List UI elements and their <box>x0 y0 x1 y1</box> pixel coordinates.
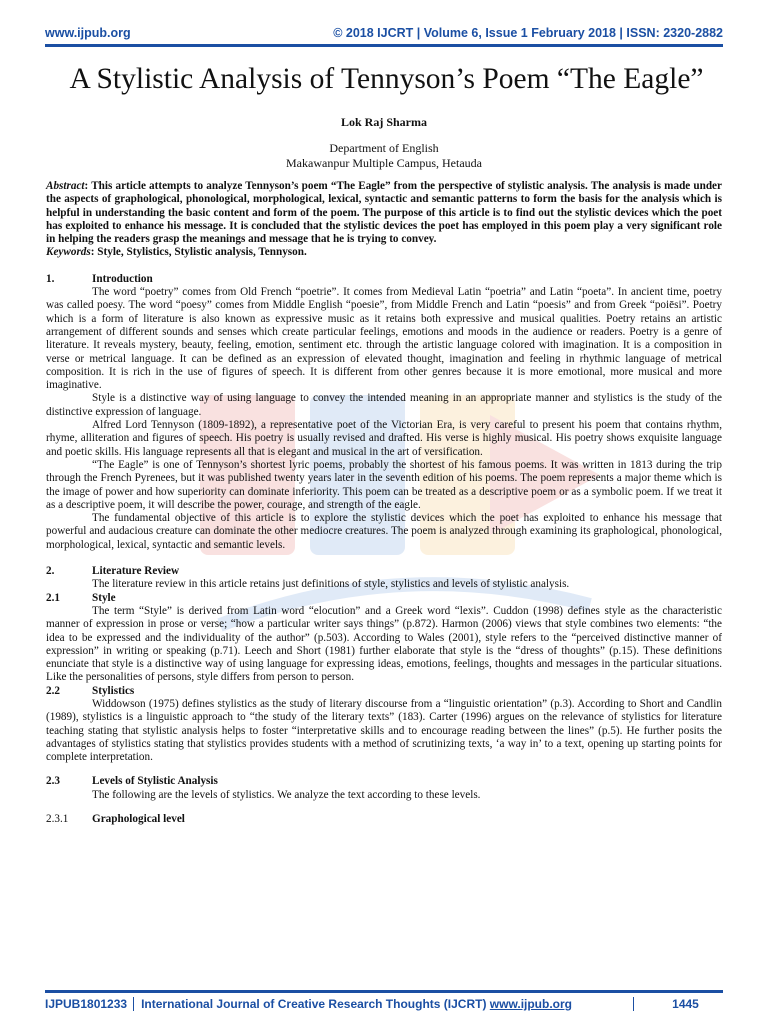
header-site-link[interactable]: www.ijpub.org <box>45 26 131 40</box>
footer-page-number: 1445 <box>633 997 723 1011</box>
footer-site-link[interactable]: www.ijpub.org <box>489 997 573 1011</box>
intro-paragraph: The fundamental objective of this article is to explore the stylistic devices which the poet has exploited to enhance his message that powerful and audacious creature can dominate the other mediocre creatures. The poem is analyzed through examining its graphological, phonological, morphological, lexical, syntactic and semantic levels. <box>46 512 722 551</box>
intro-paragraph: “The Eagle” is one of Tennyson’s shortest lyric poems, probably the shortest of his famous poems. It was written in 1813 during the trip through the French Pyrenees, but it was published twenty years later in the seventh edition of his poems. The poem represents a major theme which is the image of power and how superiority can dominate inferiority. This poem can be treated as a descriptive poem or as a symbolic poem. If we treat it as a descriptive poem, it will describe the power, courage, and strength of the eagle. <box>46 458 722 511</box>
footer-paper-id: IJPUB1801233 <box>45 997 134 1011</box>
keywords-text: Style, Stylistics, Stylistic analysis, Tennyson. <box>97 246 307 259</box>
author-name: Lok Raj Sharma <box>340 115 427 129</box>
section-heading-style: 2.1 Style <box>46 591 116 604</box>
abstract-label: Abstract <box>46 180 85 192</box>
section-heading-literature-review: 2. Literature Review <box>46 565 180 578</box>
section-heading-levels: 2.3 Levels of Stylistic Analysis <box>46 775 218 788</box>
keywords: Keywords: Style, Stylistics, Stylistic analysis, Tennyson. <box>46 246 307 259</box>
paper-title: A Stylistic Analysis of Tennyson’s Poem “The Eagle” <box>69 63 704 95</box>
footer-journal: International Journal of Creative Research Thoughts (IJCRT) www.ijpub.org <box>141 997 573 1011</box>
abstract-text: This article attempts to analyze Tennyson’s poem “The Eagle” from the perspective of stylistic analysis. The analysis is made under the aspects of graphological, phonological, morphological, lexical, syntactic and semantic patterns to form the basis for the analysis which is helpful in understanding the basic content and form of the poem. The purpose of this article is to find out the stylistic devices which the poet has exploited to enhance his message. It is concluded that the stylistic devices the poet has employed in this poem play a very significant role in helping the readers grasp the meanings and message that he is trying to convey. <box>46 180 722 246</box>
intro-paragraph: Style is a distinctive way of using language to convey the intended meaning in an appropriate manner and stylistics is the study of the distinctive expression of language. <box>46 392 722 418</box>
footer-rule <box>45 990 723 993</box>
paper-body <box>46 180 722 826</box>
running-header <box>45 24 723 42</box>
section-heading-stylistics: 2.2 Stylistics <box>46 684 135 697</box>
author-campus: Makawanpur Multiple Campus, Hetauda <box>286 156 482 170</box>
intro-paragraph: The word “poetry” comes from Old French “poetrie”. It comes from Medieval Latin “poetria” and Latin “poeta”. In ancient time, poetry was called poesy. The word “poesy” comes from Middle English “poesie”, from Middle French and Latin “poesis” and from Greek “poiēsi”. Poetry which is a form of literature is also known as expressive music as it retains both expressive and musical qualities. Poetry retains an artistic arrangement of different sounds and senses which create particular feelings, emotions and moods in the audience or readers. Poetry is a genre of literature. It reveals mystery, beauty, feeling, emotion, sentiment etc. through the artistic language colored with imagination. It is a composition in verse or metrical language. It can be defined as an expression of elevated thought, imagination and feeling in rhythmic language of metrical composition. It is rich in the use of figures of speech. It is different from other genres because it is more emotional, more musical and more imaginative. <box>46 286 722 392</box>
literature-review-paragraph: The literature review in this article retains just definitions of style, stylistics and levels of stylistic analysis. <box>92 578 570 591</box>
header-rule <box>45 44 723 47</box>
running-footer <box>45 995 723 1013</box>
intro-paragraph: Alfred Lord Tennyson (1809-1892), a representative poet of the Victorian Era, is very careful to present his poem that contains rhythm, rhyme, alliteration and figures of speech. His poetry is usually revised and drafted. His verse is highly musical. His poetry shows exquisite language and poetic skills. His language represents all that is elegant and musical in the art of versification. <box>46 419 722 458</box>
header-journal-info: © 2018 IJCRT | Volume 6, Issue 1 February 2018 | ISSN: 2320-2882 <box>333 26 723 40</box>
author-department: Department of English <box>329 141 439 155</box>
levels-paragraph: The following are the levels of stylistics. We analyze the text according to these levels. <box>92 788 481 801</box>
section-heading-graphological: 2.3.1 Graphological level <box>46 813 185 826</box>
style-paragraph: The term “Style” is derived from Latin word “elocution” and a Greek word “lexis”. Cuddon (1998) defines style as the characteristic manner of expression in prose or verse; “how a particular writer says things” (p.872). Harmon (2006) views that style combines two elements: “the idea to be expressed and the individuality of the author” (p.503). According to Wales (2001), style refers to the “perceived distinctive manner of expression” in writing or speaking (p.71). Leech and Short (1981) further elaborate that style is the “dress of thoughts” (p.15). These definitions enunciate that style is a distinctive way of using language for expressing ideas, emotions, feelings, thoughts and messages in the particular situations. Like the personalities of persons, style differs from person to person. <box>46 604 722 684</box>
abstract: Abstract: This article attempts to analyze Tennyson’s poem “The Eagle” from the perspective of stylistic analysis. The analysis is made under the aspects of graphological, phonological, morphological, lexical, syntactic and semantic patterns to form the basis for the analysis which is helpful in understanding the basic content and form of the poem. The purpose of this article is to find out the stylistic devices which the poet has exploited to enhance his message. It is concluded that the stylistic devices the poet has employed in this poem play a very significant role in helping the readers grasp the meanings and message that he is trying to convey. <box>46 180 722 246</box>
stylistics-paragraph: Widdowson (1975) defines stylistics as the study of literary discourse from a “linguistic orientation” (p.3). According to Short and Candlin (1989), stylistics is a linguistic approach to “the study of the literary texts” (183). Carter (1996) argues on the relevance of stylistics for literature teaching stating that stylistic analysis helps to foster “interpretative skills and to encourage reading between the lines” (p.5). He further posits the advantages of stylistics stating that stylistics provides students with a method of scrutinizing texts, ‘a way in’ to a text, opening up starting points for complete interpretation. <box>46 697 722 764</box>
keywords-label: Keywords <box>46 246 91 259</box>
section-heading-introduction: 1. Introduction <box>46 272 153 285</box>
